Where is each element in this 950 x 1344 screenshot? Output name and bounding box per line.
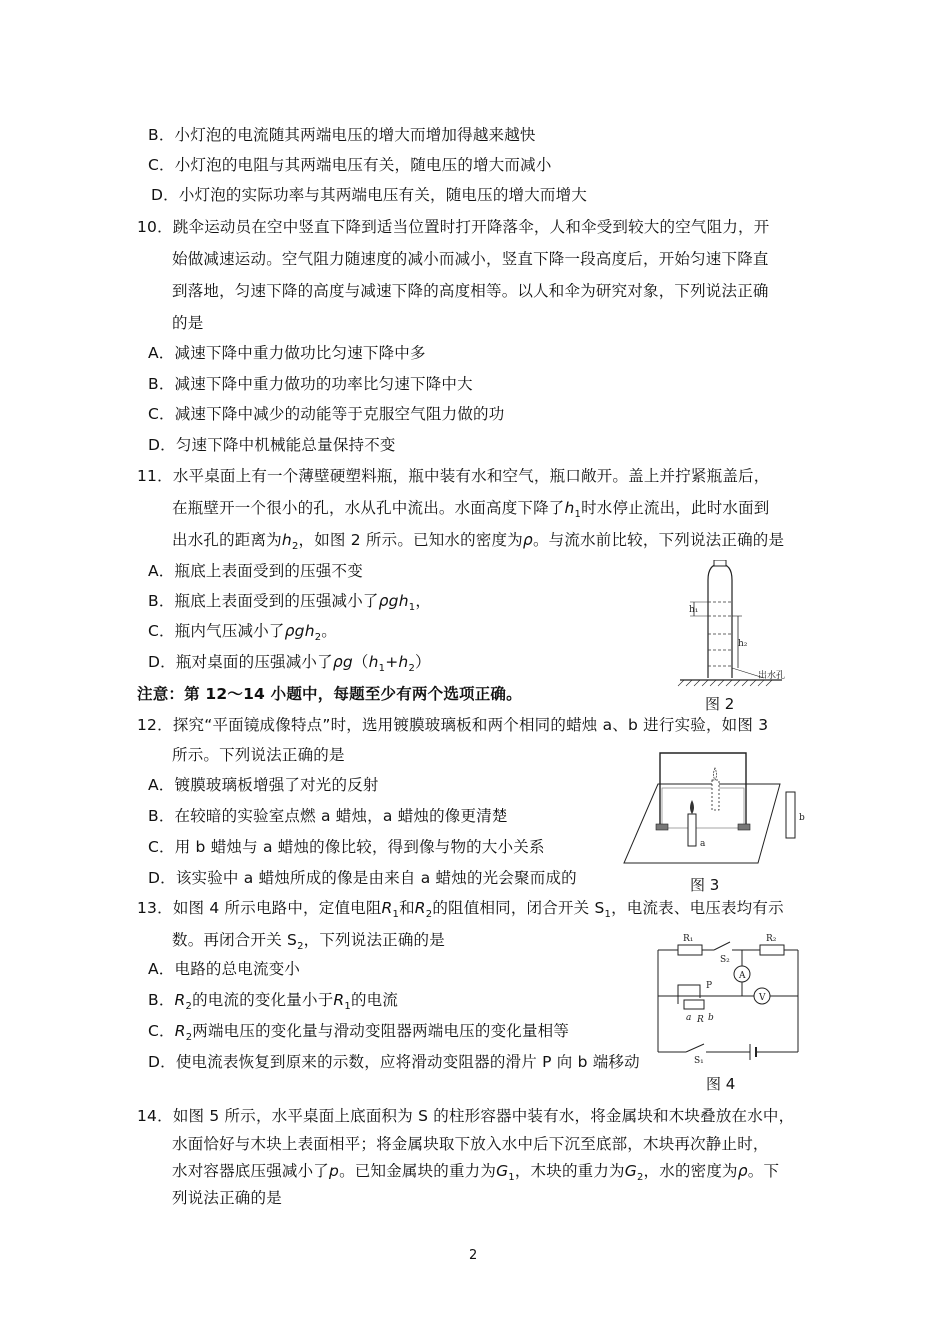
q9-option-b: B．小灯泡的电流随其两端电压的增大而增加得越来越快 <box>148 126 536 144</box>
q13-option-b: B．$R_2$的电流的变化量小于$R_1$的电流 <box>148 991 399 1013</box>
glass-plate <box>662 788 744 828</box>
q10-option-a: A．减速下降中重力做功比匀速下降中多 <box>148 344 426 362</box>
candle-b <box>786 792 795 838</box>
switch-s2 <box>714 942 730 950</box>
figure-3-mirror <box>620 748 820 873</box>
q11-option-a: A．瓶底上表面受到的压强不变 <box>148 562 363 580</box>
resistor-r2 <box>760 945 784 955</box>
q10-option-b: B．减速下降中重力做功的功率比匀速下降中大 <box>148 375 473 393</box>
q12-stem-line1: 12．探究“平面镜成像特点”时，选用镀膜玻璃板和两个相同的蜡烛 a、b 进行实验，如图 3 <box>137 716 769 734</box>
q13-stem-line2: 数。再闭合开关 $S_2$，下列说法正确的是 <box>172 931 445 953</box>
q12-option-d: D．该实验中 a 蜡烛所成的像是由来自 a 蜡烛的光会聚而成的 <box>148 869 577 887</box>
q10-stem-line3: 到落地，匀速下降的高度与减速下降的高度相等。以人和伞为研究对象，下列说法正确 <box>172 282 769 300</box>
label-h2: h₂ <box>738 639 748 649</box>
q10-stem-line4: 的是 <box>172 314 204 332</box>
q14-stem-line4: 列说法正确的是 <box>172 1189 282 1207</box>
label-a-end: a <box>686 1013 692 1023</box>
q11-option-d: D．瓶对桌面的压强减小了$\rho g(h_1+h_2)$ <box>148 653 431 675</box>
q13-option-d: D．使电流表恢复到原来的示数，应将滑动变阻器的滑片 P 向 b 端移动 <box>148 1053 640 1071</box>
figure-3-caption: 图 3 <box>690 876 720 894</box>
q14-stem-line3: 水对容器底压强减小了p。已知金属块的重力为$G_1$，木块的重力为$G_2$，水的密度为ρ。下 <box>172 1162 780 1184</box>
label-p: P <box>706 981 713 991</box>
figure-4-caption: 图 4 <box>706 1075 736 1093</box>
label-a-meter: A <box>739 971 746 981</box>
label-hole: 出水孔 <box>758 671 786 681</box>
label-r: R <box>697 1015 704 1025</box>
q9-option-d: D．小灯泡的实际功率与其两端电压有关，随电压的增大而增大 <box>151 186 588 204</box>
q11-option-b: B．瓶底上表面受到的压强减小了ρgh$_1$， <box>148 592 432 614</box>
multi-answer-notice: 注意：第 12～14 小题中，每题至少有两个选项正确。 <box>137 685 522 703</box>
q13-option-c: C．$R_2$两端电压的变化量与滑动变阻器两端电压的变化量相等 <box>148 1022 570 1044</box>
q13-stem-line1: 13．如图 4 所示电路中，定值电阻$R_1$和$R_2$的阻值相同，闭合开关 $S_1$，电流表、电压表均有示 <box>137 899 784 921</box>
resistor-r1 <box>678 945 702 955</box>
q12-option-b: B．在较暗的实验室点燃 a 蜡烛，a 蜡烛的像更清楚 <box>148 807 508 825</box>
q14-stem-line2: 水面恰好与木块上表面相平；将金属块取下放入水中后下沉至底部，木块再次静止时， <box>172 1135 769 1153</box>
candle-image <box>712 780 719 810</box>
q11-stem-line2: 在瓶壁开一个很小的孔，水从孔中流出。水面高度下降了$h_1$时水停止流出，此时水面到 <box>172 499 770 521</box>
q11-option-c: C．瓶内气压减小了ρgh$_2$。 <box>148 622 337 644</box>
q11-stem-line3: 出水孔的距离为$h_2$，如图 2 所示。已知水的密度为ρ。与流水前比较，下列说法正确的是 <box>172 531 785 553</box>
q10-stem-line1: 10．跳伞运动员在空中竖直下降到适当位置时打开降落伞，人和伞受到较大的空气阻力，开 <box>137 218 770 236</box>
bottle-cap <box>714 560 726 566</box>
figure-4-circuit <box>650 930 805 1065</box>
q12-stem-line2: 所示。下列说法正确的是 <box>172 746 345 764</box>
q12-option-a: A．镀膜玻璃板增强了对光的反射 <box>148 776 379 794</box>
label-s2: S₂ <box>720 955 730 965</box>
figure-2-bottle <box>672 560 802 695</box>
label-r1: R₁ <box>683 934 694 944</box>
figure-2-caption: 图 2 <box>705 695 735 713</box>
rheostat <box>684 1000 704 1009</box>
q9-option-c: C．小灯泡的电阻与其两端电压有关，随电压的增大而减小 <box>148 156 552 174</box>
label-b-end: b <box>708 1013 714 1023</box>
q10-option-d: D．匀速下降中机械能总量保持不变 <box>148 436 396 454</box>
q12-option-c: C．用 b 蜡烛与 a 蜡烛的像比较，得到像与物的大小关系 <box>148 838 545 856</box>
q14-stem-line1: 14．如图 5 所示，水平桌面上底面积为 S 的柱形容器中装有水，将金属块和木块叠放在水中， <box>137 1107 795 1125</box>
q10-stem-line2: 始做减速运动。空气阻力随速度的减小而减小，竖直下降一段高度后，开始匀速下降直 <box>172 250 769 268</box>
label-b: b <box>799 813 805 823</box>
q10-option-c: C．减速下降中减少的动能等于克服空气阻力做的功 <box>148 405 505 423</box>
label-v-meter: V <box>759 993 766 1003</box>
label-r2: R₂ <box>766 934 777 944</box>
q13-option-a: A．电路的总电流变小 <box>148 960 301 978</box>
q11-stem-line1: 11．水平桌面上有一个薄壁硬塑料瓶，瓶中装有水和空气，瓶口敞开。盖上并拧紧瓶盖后， <box>137 467 770 485</box>
label-s1: S₁ <box>694 1056 704 1065</box>
page-number: 2 <box>469 1248 478 1263</box>
label-h1: h₁ <box>689 605 699 615</box>
switch-s1 <box>686 1044 704 1052</box>
bottle-outline <box>708 564 732 678</box>
candle-a <box>688 814 696 846</box>
label-a: a <box>700 839 706 849</box>
